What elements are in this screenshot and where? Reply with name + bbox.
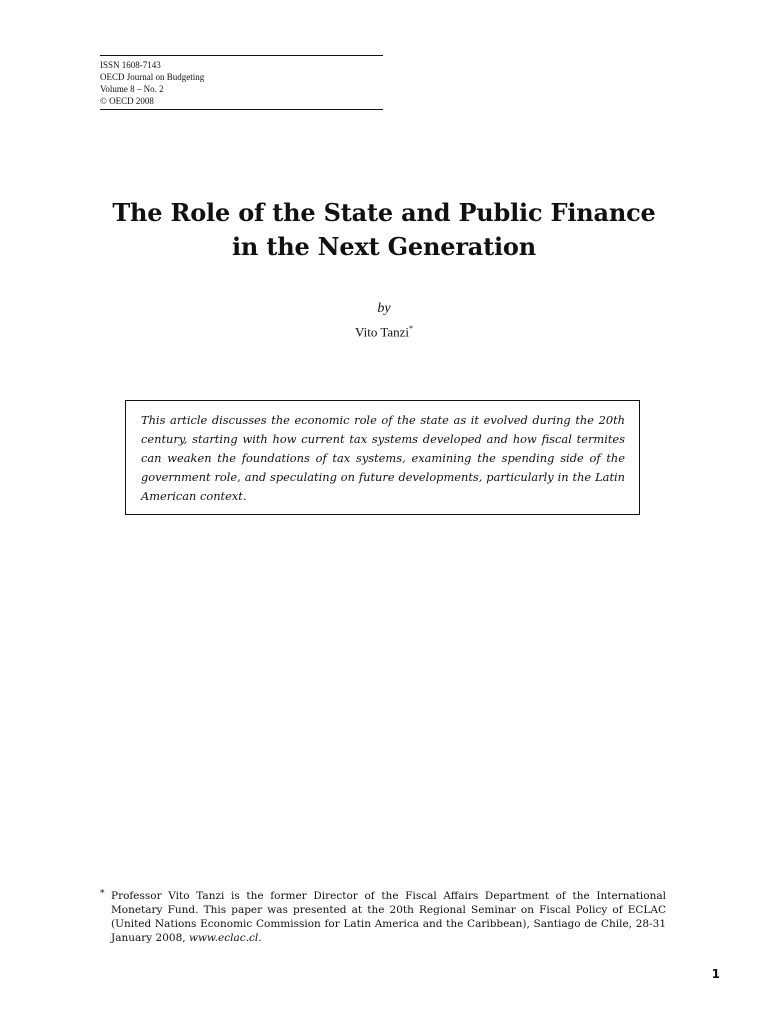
volume-line: Volume 8 – No. 2 xyxy=(100,84,164,94)
by-label: by xyxy=(377,301,391,316)
page-number: 1 xyxy=(711,967,720,981)
footnote-end: . xyxy=(258,932,262,944)
issn-line: ISSN 1608-7143 xyxy=(100,60,161,70)
footnote xyxy=(100,889,666,945)
article-title-line-2: in the Next Generation xyxy=(232,232,536,261)
author-footnote-marker: * xyxy=(409,324,414,333)
byline xyxy=(284,300,484,341)
author-name-text: Vito Tanzi xyxy=(354,324,410,340)
journal-name: OECD Journal on Budgeting xyxy=(100,72,205,82)
abstract-text: This article discusses the economic role of the state as it evolved during the 20th century, starting with how current tax systems developed and how fiscal termites can weaken the foundations of tax systems, examining the spending side of the government role, and speculating on future developments, particularly in the Latin American context. xyxy=(141,413,625,503)
abstract-box xyxy=(125,400,640,515)
footnote-body: Professor Vito Tanzi is the former Director of the Fiscal Affairs Department of the International Monetary Fund. This paper was presented at the 20th Regional Seminar on Fiscal Policy of ECLAC (United Nations Economic Commission for Latin America and the Caribbean), Santiago de Chile, 28-31 January 2008, xyxy=(111,890,666,944)
copyright-line: © OECD 2008 xyxy=(100,96,154,106)
footnote-marker: * xyxy=(100,889,105,899)
journal-meta-block xyxy=(100,55,383,110)
footnote-text xyxy=(111,889,666,945)
footnote-link[interactable]: www.eclac.cl xyxy=(188,932,259,944)
article-title xyxy=(60,196,708,264)
author-name xyxy=(284,320,484,341)
article-title-line-1: The Role of the State and Public Finance xyxy=(112,198,656,227)
